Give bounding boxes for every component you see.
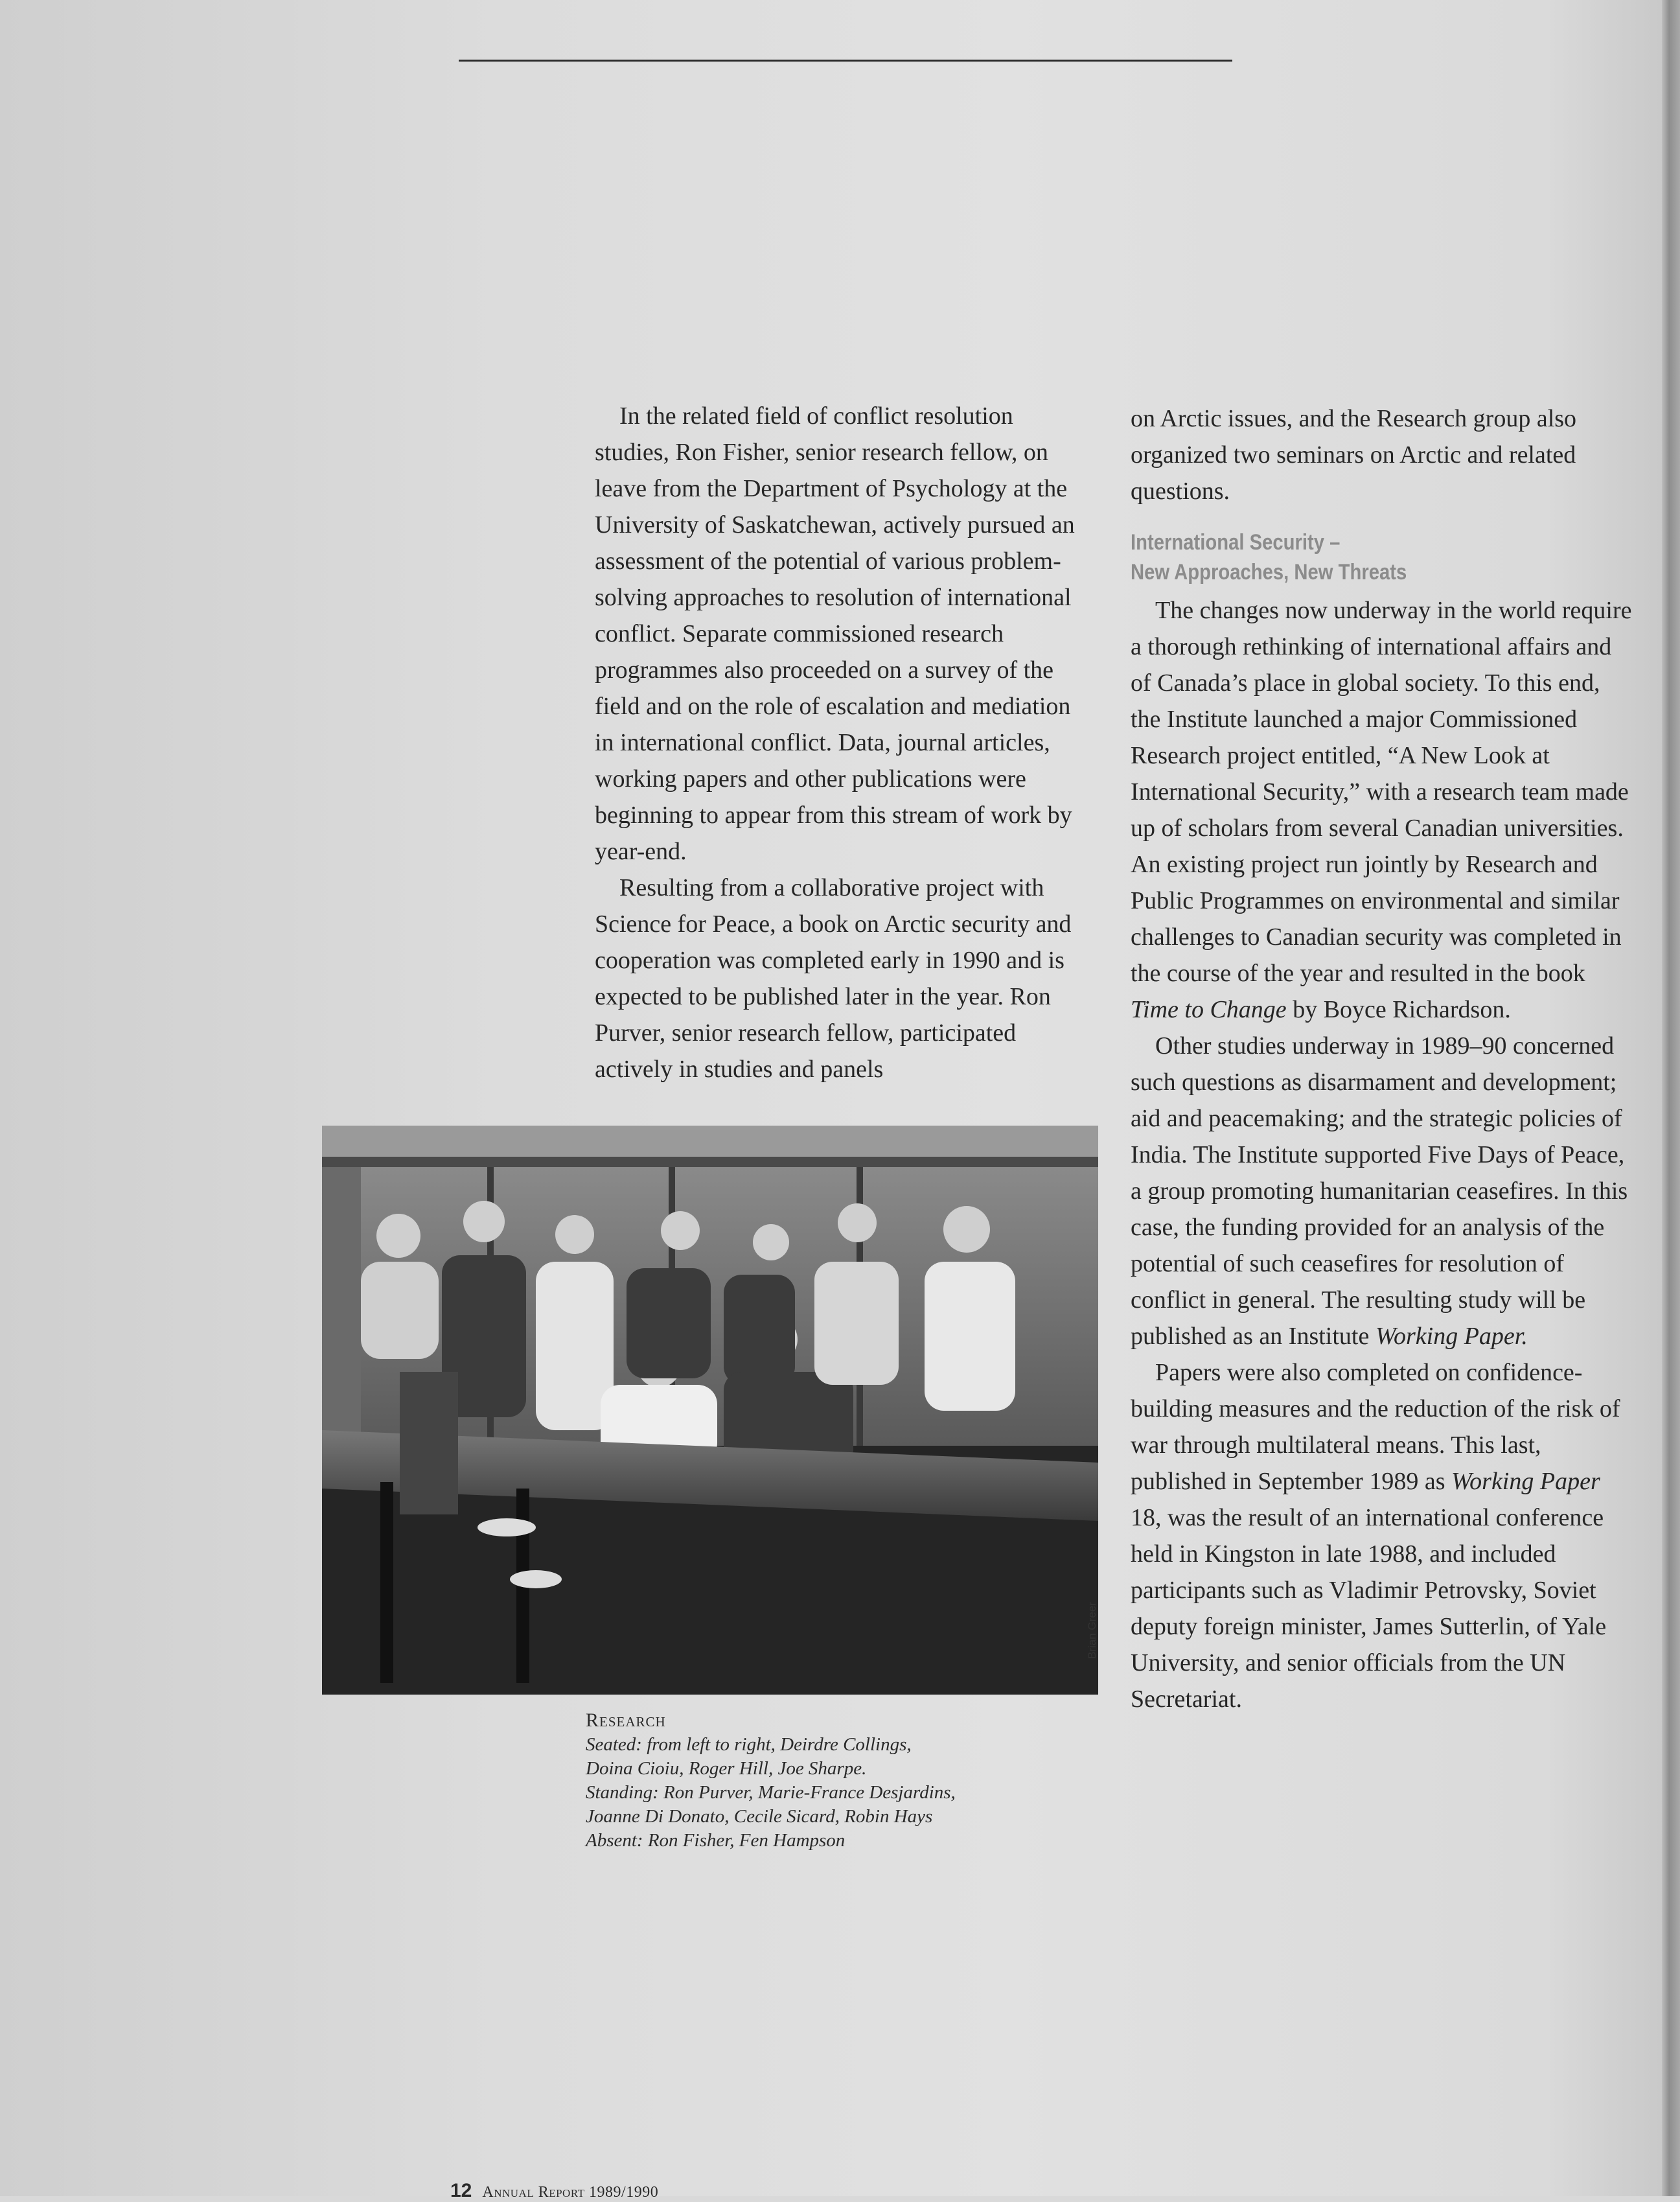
group-photo bbox=[322, 1126, 1098, 1695]
caption-line-3: Standing: Ron Purver, Marie-France Desjardins, bbox=[586, 1782, 956, 1803]
section-heading-line-1: International Security – bbox=[1131, 530, 1341, 555]
right-column bbox=[1131, 400, 1636, 1717]
working-paper-italic-2: Working Paper bbox=[1451, 1468, 1600, 1495]
working-paper-italic: Working Paper. bbox=[1375, 1323, 1528, 1350]
caption-line-4: Joanne Di Donato, Cecile Sicard, Robin Hays bbox=[586, 1806, 933, 1827]
page-footer bbox=[450, 2180, 658, 2202]
group-photo-image bbox=[322, 1126, 1098, 1695]
section-heading-line-2: New Approaches, New Threats bbox=[1131, 560, 1407, 585]
caption-line-5: Absent: Ron Fisher, Fen Hampson bbox=[586, 1830, 846, 1851]
binding-gutter bbox=[1662, 0, 1680, 2196]
caption-title: Research bbox=[586, 1709, 666, 1731]
page-number: 12 bbox=[450, 2180, 472, 2201]
right-paragraph-3-text-a: Other studies underway in 1989–90 concerned such questions as disarmament and development; aid and peacemaking; and the strategic policies of India. The Institute supported Five Days of Peace, a group promoting humanitarian ceasefires. In this case, the funding provided for an analysis of the potential of such ceasefires for resolution of conflict in general. The resulting study will be published as an Institute bbox=[1131, 1032, 1628, 1350]
right-paragraph-4-text-a: Papers were also completed on confidence-building measures and the reduction of the risk of war through multilateral means. This last, published in September 1989 as bbox=[1131, 1359, 1620, 1495]
photo-caption bbox=[586, 1708, 1078, 1853]
left-paragraph-2: Resulting from a collaborative project with Science for Peace, a book on Arctic security and cooperation was completed early in 1990 and is expected to be published later in the year. Ron Purver, senior research fellow, participated actively in studies and panels bbox=[595, 874, 1072, 1083]
top-rule bbox=[459, 60, 1232, 62]
right-paragraph-1: on Arctic issues, and the Research group also organized two seminars on Arctic and related questions. bbox=[1131, 405, 1577, 505]
book-title-italic: Time to Change bbox=[1131, 996, 1287, 1023]
right-paragraph-2 bbox=[1131, 592, 1636, 1028]
right-paragraph-2-text-b: by Boyce Richardson. bbox=[1286, 996, 1511, 1023]
caption-line-1: Seated: from left to right, Deirdre Collings, bbox=[586, 1734, 912, 1755]
right-paragraph-3 bbox=[1131, 1028, 1636, 1354]
caption-line-2: Doina Cioiu, Roger Hill, Joe Sharpe. bbox=[586, 1758, 867, 1779]
left-paragraph-1: In the related field of conflict resolution studies, Ron Fisher, senior research fellow, on leave from the Department of Psychology at the University of Saskatchewan, actively pursued an assessment of the potential of various problem-solving approaches to resolution of international conflict. Separate commissioned research programmes also proceeded on a survey of the field and on the role of escalation and mediation in international conflict. Data, journal articles, working papers and other publications were beginning to appear from this stream of work by year-end. bbox=[595, 402, 1075, 865]
right-paragraph-4-text-b: 18, was the result of an international conference held in Kingston in late 1988, and included participants such as Vladimir Petrovsky, Soviet deputy foreign minister, James Sutterlin, of Yale University, and senior officials from the UN Secretariat. bbox=[1131, 1504, 1607, 1713]
photo-credit: Brian Greer bbox=[1086, 1602, 1098, 1659]
footer-label: Annual Report 1989/1990 bbox=[482, 2184, 659, 2201]
right-paragraph-4 bbox=[1131, 1354, 1636, 1717]
left-column bbox=[595, 398, 1092, 1087]
section-heading bbox=[1131, 527, 1565, 587]
right-paragraph-2-text-a: The changes now underway in the world require a thorough rethinking of international affairs and of Canada’s place in global society. To this end, the Institute launched a major Commissioned Research project entitled, “A New Look at International Security,” with a research team made up of scholars from several Canadian universities. An existing project run jointly by Research and Public Programmes on environmental and similar challenges to Canadian security was completed in the course of the year and resulted in the book bbox=[1131, 597, 1632, 987]
